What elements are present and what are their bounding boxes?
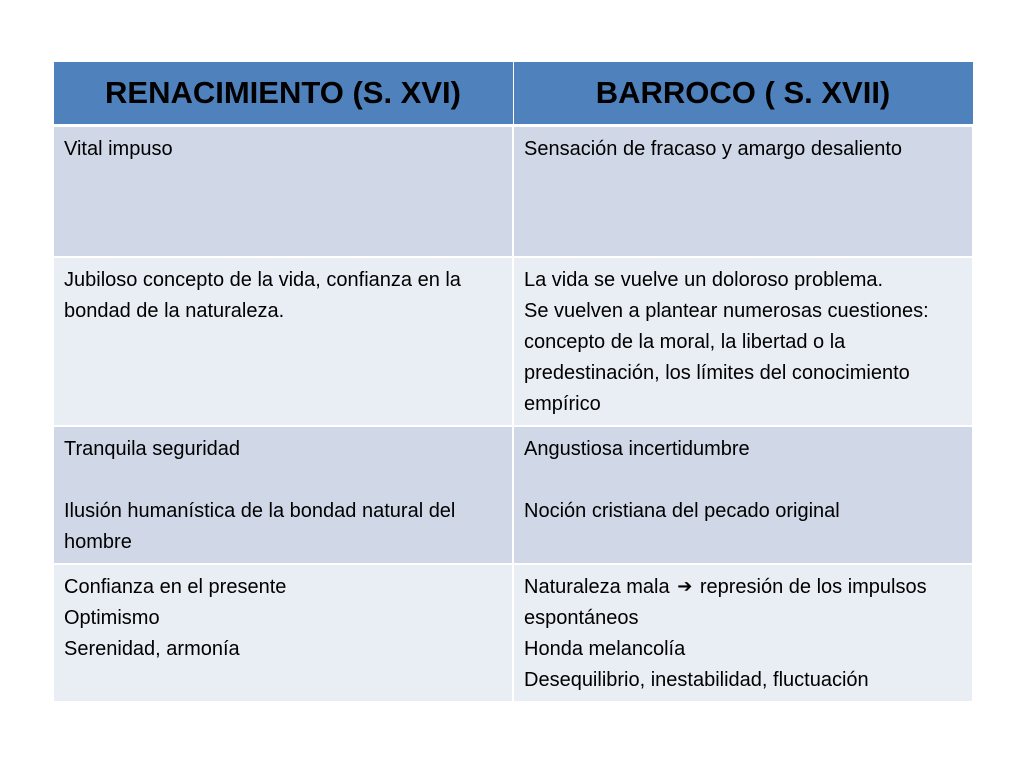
table-row [53, 426, 973, 564]
cell-renacimiento: Tranquila seguridad Ilusión humanística de la bondad natural del hombre [53, 426, 513, 564]
line-text: Honda melancolía [524, 638, 686, 660]
line-text: Desequilibrio, inestabilidad, fluctuación [524, 669, 869, 691]
line-text: Naturaleza mala [524, 576, 670, 598]
arrow-right-icon: ➔ [677, 576, 693, 596]
cell-barroco [513, 564, 973, 702]
cell-renacimiento: Jubiloso concepto de la vida, confianza en la bondad de la naturaleza. [53, 257, 513, 426]
header-row [53, 62, 973, 126]
table-row [53, 257, 973, 426]
cell-renacimiento: Confianza en el presente Optimismo Serenidad, armonía [53, 564, 513, 702]
table-row [53, 126, 973, 258]
cell-barroco: Angustiosa incertidumbre Noción cristiana del pecado original [513, 426, 973, 564]
line-text: represión de los impulsos espontáneos [524, 576, 927, 629]
table-row [53, 564, 973, 702]
header-renacimiento: RENACIMIENTO (S. XVI) [53, 62, 513, 126]
header-barroco: BARROCO ( S. XVII) [513, 62, 973, 126]
cell-renacimiento: Vital impuso [53, 126, 513, 258]
comparison-table [52, 61, 974, 703]
cell-barroco: La vida se vuelve un doloroso problema. Se vuelven a plantear numerosas cuestiones: concepto de la moral, la libertad o la predestinación, los límites del conocimiento empírico [513, 257, 973, 426]
cell-barroco: Sensación de fracaso y amargo desaliento [513, 126, 973, 258]
